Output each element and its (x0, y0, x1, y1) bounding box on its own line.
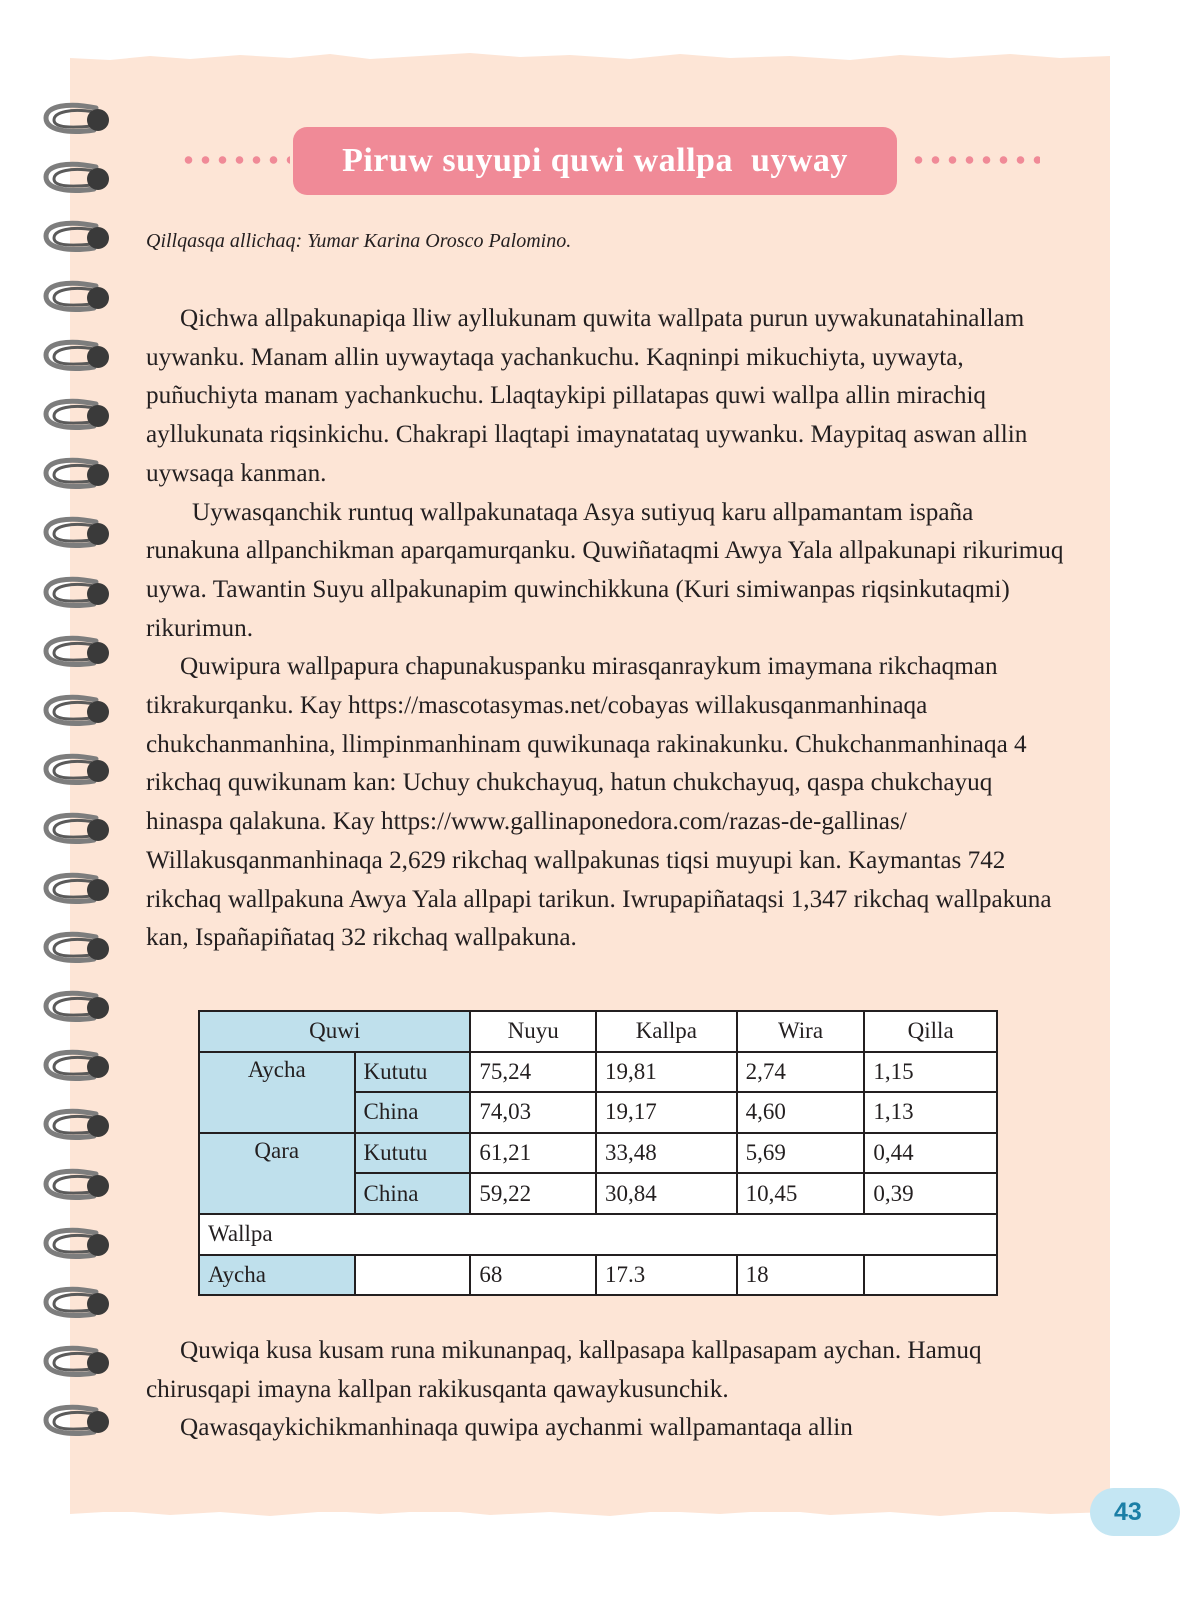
spiral-ring-icon (38, 988, 118, 1038)
table-cell (864, 1255, 997, 1296)
table-cell: 5,69 (737, 1133, 865, 1174)
paragraph: Quwiqa kusa kusam runa mikunanpaq, kallpasapa kallpasapam aychan. Hamuq chirusqapi imayna kallpan rakikusqanta qawaykusunchik. (146, 1337, 982, 1403)
table-row-label: China (355, 1173, 471, 1214)
spiral-ring-icon (38, 337, 118, 387)
spiral-ring-icon (38, 1047, 118, 1097)
table-cell: 19,81 (596, 1052, 737, 1093)
spiral-ring-icon (38, 278, 118, 328)
paragraph: Quwipura wallpapura chapunakuspanku mirasqanraykum imaymana rikchaqman tikrakurqanku. Kay https://mascotasymas.net/cobayas willakusqanmanhinaqa chukchanmanhina, llimpinmanhinam quwikunaqa rakinakunku. Chukchanmanhinaqa 4 rikchaq quwikunam kan: Uchuy chukchayuq, hatun chukchayuq, qaspa chukchayuq hinaspa qalakuna. Kay https://www.gallinaponedora.com/razas-de-gallinas/ Willakusqanmanhinaqa 2,629 rikchaq wallpakunas tiqsi muyupi kan. Kaymantas 742 rikchaq wallpakuna Awya Yala allpapi tarikun. Iwrupapiñataqsi 1,347 rikchaq wallpakuna kan, Ispañapiñataq 32 rikchaq wallpakuna. (146, 653, 1052, 952)
spiral-ring-icon (38, 514, 118, 564)
table-cell: 61,21 (470, 1133, 596, 1174)
title-dots-left (180, 155, 290, 165)
spiral-ring-icon (38, 100, 118, 150)
spiral-ring-icon (38, 574, 118, 624)
paragraph: Qawasqaykichikmanhinaqa quwipa aychanmi wallpamantaqa allin (180, 1414, 853, 1442)
spiral-ring-icon (38, 396, 118, 446)
table-header-cell: Nuyu (470, 1011, 596, 1052)
page-number-badge (1090, 1488, 1180, 1536)
table-cell: 18 (737, 1255, 865, 1296)
table-row (199, 1255, 997, 1296)
table-header-row (199, 1011, 997, 1052)
spiral-ring-icon (38, 455, 118, 505)
spiral-ring-icon (38, 1402, 118, 1452)
table-header-cell: Quwi (199, 1011, 470, 1052)
spiral-ring-icon (38, 1343, 118, 1393)
paper-torn-edge-bottom (70, 1506, 1110, 1520)
page-title: Piruw suyupi quwi wallpa uyway (293, 127, 897, 195)
table-row-label: Kututu (355, 1052, 471, 1093)
table-cell: 33,48 (596, 1133, 737, 1174)
author-credit: Qillqasqa allichaq: Yumar Karina Orosco Palomino. (146, 230, 572, 252)
page-number: 43 (1114, 1497, 1142, 1526)
spiral-ring-icon (38, 692, 118, 742)
table-cell: 0,39 (864, 1173, 997, 1214)
table-group-label: Qara (199, 1133, 355, 1214)
table-cell: 74,03 (470, 1092, 596, 1133)
table-cell: 1,15 (864, 1052, 997, 1093)
table-section-label: Wallpa (199, 1214, 997, 1255)
paragraph: Uywasqanchik runtuq wallpakunataqa Asya sutiyuq karu allpamantam ispaña runakuna allpanchikman aparqamurqanku. Quwiñataqmi Awya Yala allpakunapi rikurimuq uywa. Tawantin Suyu allpakunapim quwinchikkuna (Kuri simiwanpas riqsinkutaqmi) rikurimun. (146, 498, 1064, 642)
table-cell: 68 (470, 1255, 596, 1296)
table-header-cell: Wira (737, 1011, 865, 1052)
spiral-ring-icon (38, 870, 118, 920)
table-row-label: Kututu (355, 1133, 471, 1174)
body-text (146, 300, 1066, 958)
table-cell: 17.3 (596, 1255, 737, 1296)
spiral-ring-icon (38, 159, 118, 209)
title-banner (180, 127, 1040, 197)
table-cell: 1,13 (864, 1092, 997, 1133)
spiral-ring-icon (38, 929, 118, 979)
table-group-label: Aycha (199, 1052, 355, 1133)
table-row (199, 1052, 997, 1093)
table-header-cell: Kallpa (596, 1011, 737, 1052)
table-cell: 4,60 (737, 1092, 865, 1133)
spiral-ring-icon (38, 751, 118, 801)
spiral-ring-icon (38, 810, 118, 860)
table-header-cell: Qilla (864, 1011, 997, 1052)
table-cell: 10,45 (737, 1173, 865, 1214)
table-cell: 0,44 (864, 1133, 997, 1174)
table-cell: 19,17 (596, 1092, 737, 1133)
closing-text (146, 1332, 1066, 1448)
spiral-ring-icon (38, 1106, 118, 1156)
spiral-ring-icon (38, 1284, 118, 1334)
spiral-ring-icon (38, 1225, 118, 1275)
table-cell: 2,74 (737, 1052, 865, 1093)
table-row (199, 1133, 997, 1174)
table-row-label: China (355, 1092, 471, 1133)
table-cell: 75,24 (470, 1052, 596, 1093)
table-section-row (199, 1214, 997, 1255)
table-cell: 59,22 (470, 1173, 596, 1214)
spiral-ring-icon (38, 1166, 118, 1216)
spiral-ring-icon (38, 633, 118, 683)
paragraph: Qichwa allpakunapiqa lliw ayllukunam quwita wallpata purun uywakunatahinallam uywanku. Manam allin uywaytaqa yachankuchu. Kaqninpi mikuchiyta, uywayta, puñuchiyta manam yachankuchu. Llaqtaykipi pillatapas quwi wallpa allin mirachiq ayllukunata riqsinkichu. Chakrapi llaqtapi imaynatataq uywanku. Maypitaq aswan allin uywsaqa kanman. (146, 305, 1028, 487)
table-cell (355, 1255, 471, 1296)
title-dots-right (910, 155, 1040, 165)
table-row-label: Aycha (199, 1255, 355, 1296)
nutrition-table (198, 1010, 998, 1296)
table-cell: 30,84 (596, 1173, 737, 1214)
spiral-ring-icon (38, 218, 118, 268)
